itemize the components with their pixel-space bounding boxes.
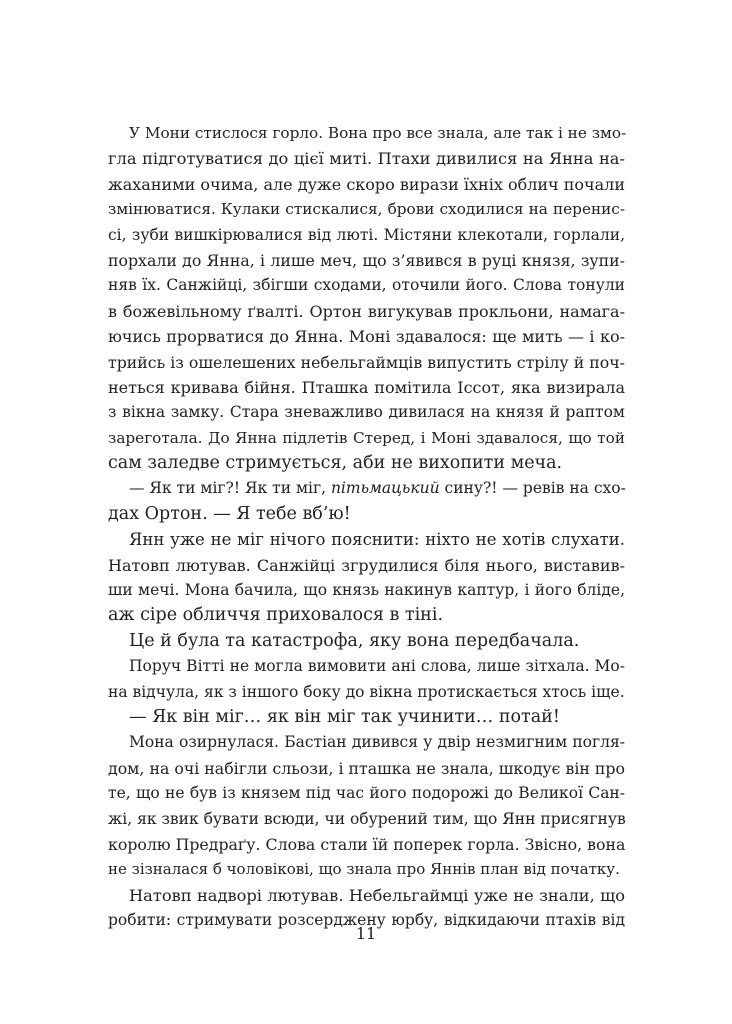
text-line: жаханими очима, але дуже скоро вирази їхніх облич почали bbox=[108, 174, 625, 194]
body-text bbox=[108, 121, 625, 934]
text-line: робити: стримувати розсерджену юрбу, відкидаючи птахів від bbox=[108, 911, 625, 930]
text-line: з вікна замку. Стара зневажливо дивилася на князя й раптом bbox=[108, 403, 625, 422]
text-line: ючись прорватися до Янна. Моні здавалося: ще мить — і ко- bbox=[108, 327, 625, 347]
text-line: трийсь із ошелешених небельгаймців випустить стрілу й поч- bbox=[108, 352, 625, 372]
text-line: королю Предраґу. Слова стали їй поперек горла. Звісно, вона bbox=[108, 834, 626, 854]
text-line: сам заледве стримується, аби не вихопити меча. bbox=[108, 453, 563, 474]
text-line: на відчула, як з іншого боку до вікна протискається хтось іще. bbox=[108, 682, 625, 701]
text-segment: сину?! — ревів на схо- bbox=[439, 479, 626, 498]
text-line: дах Ортон. — Я тебе вб’ю! bbox=[108, 503, 351, 524]
text-line: Янн уже не міг нічого пояснити: ніхто не хотів слухати. bbox=[129, 530, 625, 550]
text-line: аж сіре обличчя приховалося в тіні. bbox=[108, 605, 444, 626]
text-line: — Як він міг… як він міг так учинити… потай! bbox=[129, 706, 560, 727]
text-line: Це й була та катастрофа, яку вона передбачала. bbox=[129, 630, 580, 651]
text-line: дом, на очі набігли сльози, і пташка не знала, шкодує він про bbox=[108, 758, 625, 778]
text-line: в божевільному ґвалті. Ортон вигукував прокльони, намага- bbox=[108, 301, 625, 321]
text-line: не зізналася б чоловікові, що знала про Яннів план від початку. bbox=[108, 860, 620, 879]
page-number: 11 bbox=[355, 924, 377, 943]
italic-word: пітьмацький bbox=[330, 479, 440, 498]
text-line: зареготала. До Янна підлетів Стеред, і Моні здавалося, що той bbox=[108, 428, 625, 447]
text-line: порхали до Янна, і лише меч, що з’явився в руці князя, зупи- bbox=[108, 250, 625, 270]
text-line-dialogue bbox=[108, 476, 625, 501]
text-line: Натовп лютував. Санжійці згрудилися біля нього, виставив- bbox=[108, 555, 625, 575]
text-line: Мона озирнулася. Бастіан дивився у двір незмигним погля- bbox=[129, 733, 625, 752]
text-line: те, що не був із князем під час його подорожі до Великої Сан- bbox=[108, 784, 625, 803]
text-line: ши мечі. Мона бачила, що князь накинув каптур, і його бліде, bbox=[108, 581, 625, 600]
text-line: змінюватися. Кулаки стискалися, брови сходилися на перенис- bbox=[108, 200, 625, 219]
text-segment: — Як ти міг?! Як ти міг, bbox=[129, 479, 331, 498]
text-line: Натовп надворі лютував. Небельгаймці уже не знали, що bbox=[129, 885, 625, 905]
text-line: Поруч Вітті не могла вимовити ані слова, лише зітхала. Мо- bbox=[129, 657, 625, 676]
text-line: гла підготуватися до цієї миті. Птахи дивилися на Янна на- bbox=[108, 149, 625, 169]
text-line: У Мони стислося горло. Вона про все знала, але так і не змо- bbox=[129, 124, 627, 142]
text-line: няв їх. Санжійці, збігши сходами, оточили його. Слова тонули bbox=[108, 276, 625, 295]
text-line: неться кривава бійня. Пташка помітила Іссот, яка визирала bbox=[108, 377, 625, 397]
text-line: жі, як звик бувати всюди, чи обурений тим, що Янн присягнув bbox=[108, 809, 626, 828]
text-line: сі, зуби вишкірювалися від люті. Містяни клекотали, горлали, bbox=[108, 225, 625, 244]
